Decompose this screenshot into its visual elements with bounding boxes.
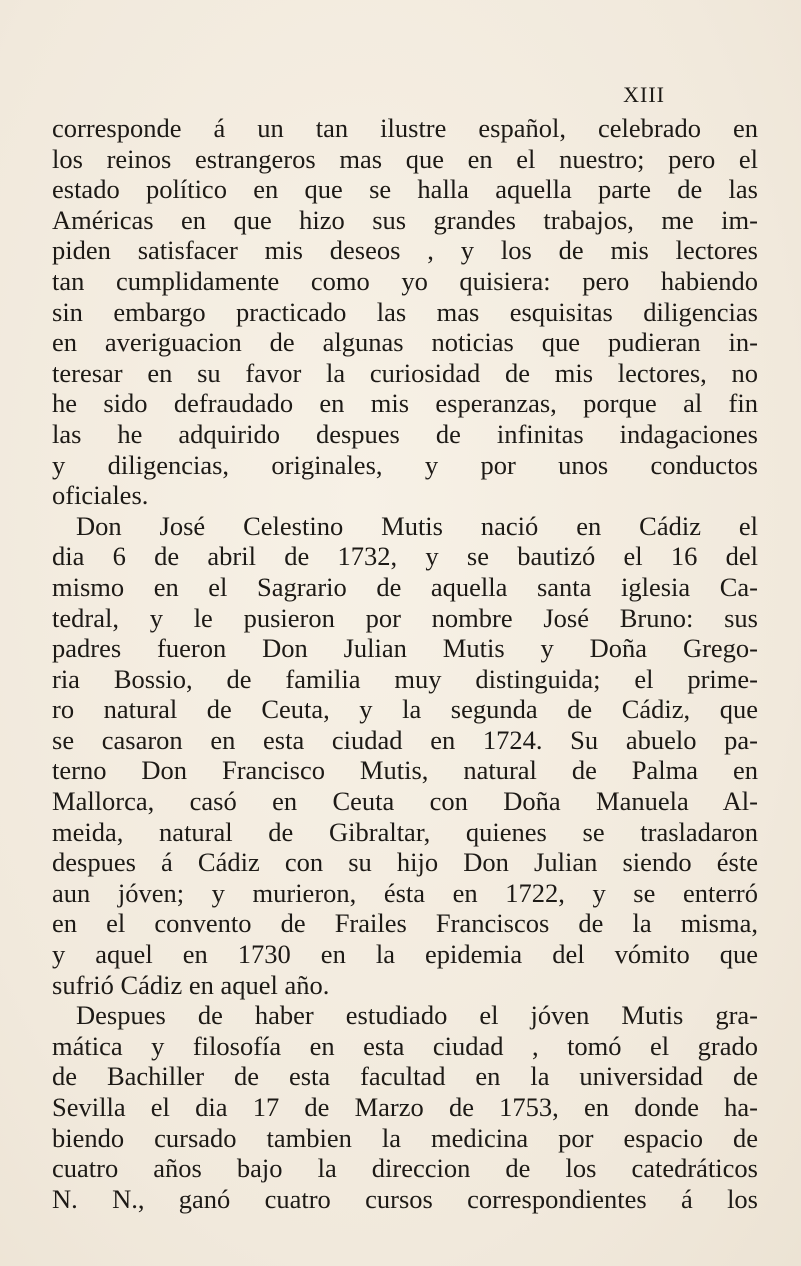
text-line: en el convento de Frailes Franciscos de la misma, <box>52 908 758 939</box>
text-line: los reinos estrangeros mas que en el nuestro; pero el <box>52 143 758 174</box>
text-line: y diligencias, originales, y por unos conductos <box>52 449 758 480</box>
text-line: en averiguacion de algunas noticias que pudieran in- <box>52 327 758 358</box>
text-line: aun jóven; y murieron, ésta en 1722, y se enterró <box>52 877 758 908</box>
text-line: N. N., ganó cuatro cursos correspondientes á los <box>52 1183 758 1214</box>
text-line: biendo cursado tambien la medicina por espacio de <box>52 1122 758 1153</box>
text-line: ro natural de Ceuta, y la segunda de Cádiz, que <box>52 694 758 725</box>
paragraph-end-line: sufrió Cádiz en aquel año. <box>52 969 330 1000</box>
text-line: tan cumplidamente como yo quisiera: pero habiendo <box>52 265 758 296</box>
text-line: y aquel en 1730 en la epidemia del vómito que <box>52 939 758 970</box>
text-line: terno Don Francisco Mutis, natural de Palma en <box>52 755 758 786</box>
text-line: ria Bossio, de familia muy distinguida; el prime- <box>52 663 758 694</box>
text-line: sin embargo practicado las mas esquisitas diligencias <box>52 296 758 327</box>
text-line: se casaron en esta ciudad en 1724. Su abuelo pa- <box>52 724 758 755</box>
text-line: las he adquirido despues de infinitas indagaciones <box>52 418 758 449</box>
paragraph-start-line: Don José Celestino Mutis nació en Cádiz el <box>76 510 758 541</box>
text-line: he sido defraudado en mis esperanzas, porque al fin <box>52 388 758 419</box>
text-line: tedral, y le pusieron por nombre José Bruno: sus <box>52 602 758 633</box>
paragraph-end-line: oficiales. <box>52 480 149 511</box>
text-line: cuatro años bajo la direccion de los catedráticos <box>52 1153 758 1184</box>
text-line: piden satisfacer mis deseos , y los de mis lectores <box>52 235 758 266</box>
text-line: corresponde á un tan ilustre español, celebrado en <box>52 113 758 143</box>
text-line: padres fueron Don Julian Mutis y Doña Grego- <box>52 633 758 664</box>
text-line: meida, natural de Gibraltar, quienes se trasladaron <box>52 816 758 847</box>
text-line: estado político en que se halla aquella parte de las <box>52 174 758 205</box>
text-line: mática y filosofía en esta ciudad , tomó el grado <box>52 1030 758 1061</box>
text-line: Mallorca, casó en Ceuta con Doña Manuela Al- <box>52 786 758 817</box>
text-line: de Bachiller de esta facultad en la universidad de <box>52 1061 758 1092</box>
body-text <box>52 113 758 1214</box>
text-line: dia 6 de abril de 1732, y se bautizó el 16 del <box>52 541 758 572</box>
page-number: XIII <box>623 82 665 107</box>
text-line: Américas en que hizo sus grandes trabajos, me im- <box>52 204 758 235</box>
text-line: Sevilla el dia 17 de Marzo de 1753, en donde ha- <box>52 1092 758 1122</box>
text-line: teresar en su favor la curiosidad de mis lectores, no <box>52 357 758 388</box>
text-line: despues á Cádiz con su hijo Don Julian siendo éste <box>52 847 758 878</box>
paragraph-start-line: Despues de haber estudiado el jóven Mutis gra- <box>76 1000 758 1031</box>
text-line: mismo en el Sagrario de aquella santa iglesia Ca- <box>52 571 758 602</box>
